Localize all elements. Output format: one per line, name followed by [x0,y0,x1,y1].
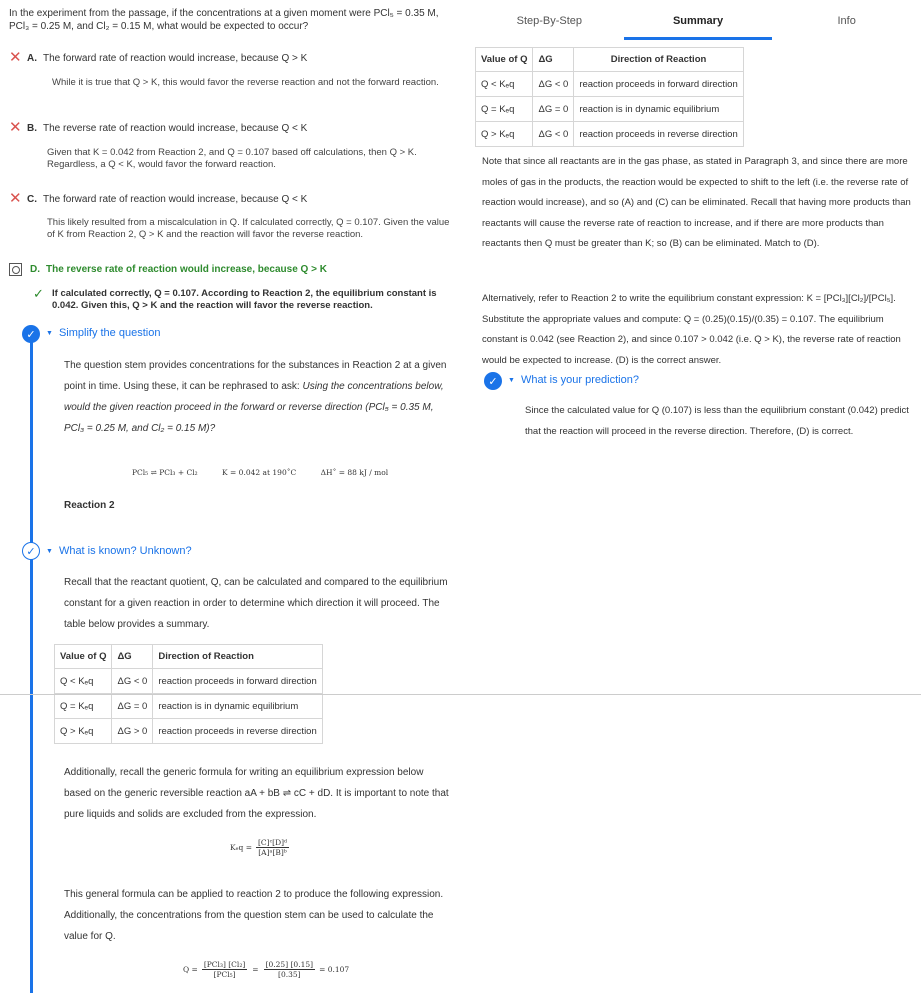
question-line-2: PCl₃ = 0.25 M, and Cl₂ = 0.15 M, what would be expected to occur? [9,21,309,32]
option-text: The reverse rate of reaction would increase, because Q < K [43,122,308,134]
tab-info[interactable]: Info [837,15,856,27]
step-check-icon: ✓ [22,542,40,560]
q-calculation: Q = $\frac{\text{[PCl₃] [Cl₂]}}{\text{[PCl₅]}}$ = $\frac{[0.25] [0.15]}{[0.35]}$ = 0.107 [183,960,350,979]
option-explanation: This likely resulted from a miscalculation in Q. If calculated correctly, Q = 0.107. Given the value of K from Reaction 2, Q > K and the reaction will favor the reverse reaction. [47,217,450,240]
keq-formula: Kₑq = $\frac{\text{[C]ᶜ[D]ᵈ}}{\text{[A]ᵃ[B]ᵇ}}$ [230,838,288,857]
correct-check-icon: ✓ [33,286,44,301]
known-unknown-toggle[interactable]: ▼ What is known? Unknown? [46,545,192,557]
answer-option-d[interactable]: D. The reverse rate of reaction would increase, because Q > K [9,263,327,276]
answer-option-b[interactable]: ✕ B. The reverse rate of reaction would increase, because Q < K [9,119,308,136]
prediction-toggle[interactable]: ▼ What is your prediction? [508,374,639,386]
known-paragraph-3: This general formula can be applied to reaction 2 to produce the following expression. Additionally, the concentrations from the question stem can be used to calculate the value for Q. [64,889,444,942]
table-row: Q = Kₑq ΔG = 0 reaction is in dynamic equilibrium [55,694,323,719]
caret-down-icon: ▼ [46,329,53,337]
selected-radio-icon [9,263,22,276]
tab-summary[interactable]: Summary [624,0,773,40]
step-complete-check-icon: ✓ [22,325,40,343]
tab-bar [475,0,921,40]
reaction-2-equation: PCl₅ ⇌ PCl₃ + Cl₂ K = 0.042 at 190˚C ΔH˚ = 88 kJ / mol [132,468,389,477]
known-paragraph-1: Recall that the reactant quotient, Q, can be calculated and compared to the equilibrium constant for a given reaction in order to determine which direction it will proceed. The table below provides a summary. [64,577,448,630]
option-text: The forward rate of reaction would increase, because Q > K [43,52,308,64]
reaction-2-label: Reaction 2 [64,500,115,511]
answer-option-a[interactable]: ✕ A. The forward rate of reaction would increase, because Q > K [9,49,308,66]
answer-option-c[interactable]: ✕ C. The forward rate of reaction would increase, because Q < K [9,190,308,207]
summary-paragraph-2: Alternatively, refer to Reaction 2 to write the equilibrium constant expression: K = [PCl₃][Cl₂]/[PCl₅]. Substitute the appropriate values and compute: Q = (0.25)(0.15)/(0.35) = 0.107. The equilibrium constant is 0.042 (see Reaction 2), and since 0.107 > 0.042 (i.e. Q > K), the reverse rate of reaction would be expected to increase. (D) is the correct answer. [482,293,901,366]
prediction-text: Since the calculated value for Q (0.107) is less than the equilibrium constant (0.042) predict that the reaction will proceed in the reverse direction. Therefore, (D) is correct. [525,405,909,437]
q-summary-table-left: Value of Q ΔG Direction of Reaction Q < Kₑq ΔG < 0 reaction proceeds in forward direction Q = Kₑq ΔG = 0 reaction is in dynamic equilibrium Q > Kₑq ΔG > 0 reaction proceeds in reverse direction [54,644,323,744]
table-row: Q < Kₑq ΔG < 0 reaction proceeds in forward direction [476,72,744,97]
q-summary-table-right: Value of Q ΔG Direction of Reaction Q < Kₑq ΔG < 0 reaction proceeds in forward direction Q = Kₑq ΔG = 0 reaction is in dynamic equilibrium Q > Kₑq ΔG < 0 reaction proceeds in reverse direction [475,47,744,147]
question-line-1: In the experiment from the passage, if the concentrations at a given moment were PCl₅ = 0.35 M, [9,8,439,19]
option-explanation: Given that K = 0.042 from Reaction 2, and Q = 0.107 based off calculations, then Q > K. Regardless, a Q < K, would favor the forward reaction. [47,147,417,170]
incorrect-x-icon: ✕ [9,49,22,66]
table-row: Q > Kₑq ΔG > 0 reaction proceeds in reverse direction [55,719,323,744]
table-row: Q = Kₑq ΔG = 0 reaction is in dynamic equilibrium [476,97,744,122]
question-stem [9,7,454,33]
caret-down-icon: ▼ [46,547,53,555]
simplify-question-toggle[interactable]: ▼ Simplify the question [46,327,161,339]
option-text: The reverse rate of reaction would increase, because Q > K [46,264,327,275]
prediction-check-icon: ✓ [484,372,502,390]
simplify-paragraph: The question stem provides concentrations for the substances in Reaction 2 at a given point in time. Using these, it can be rephrased to ask: Using the concentrations below, would the given reaction proceed in the forward or reverse direction (PCl₅ = 0.35 M, PCl₃ = 0.25 M, and Cl₂ = 0.15 M)? [64,360,447,434]
option-text: The forward rate of reaction would increase, because Q < K [43,193,308,205]
option-explanation: While it is true that Q > K, this would favor the reverse reaction and not the forward reaction. [52,77,439,88]
incorrect-x-icon: ✕ [9,119,22,136]
known-paragraph-2: Additionally, recall the generic formula for writing an equilibrium expression below based on the generic reversible reaction aA + bB ⇌ cC + dD. It is important to note that pure liquids and solids are excluded from the expression. [64,767,449,820]
tab-step-by-step[interactable]: Step-By-Step [516,15,583,27]
table-row: Q > Kₑq ΔG < 0 reaction proceeds in reverse direction [476,122,744,147]
table-row: Q < Kₑq ΔG < 0 reaction proceeds in forward direction [55,669,323,694]
step-progress-bar [30,342,33,993]
option-explanation: If calculated correctly, Q = 0.107. According to Reaction 2, the equilibrium constant is 0.042. Given this, Q > K and the reaction will favor the reverse reaction. [52,288,437,311]
section-divider [0,694,921,695]
incorrect-x-icon: ✕ [9,190,22,207]
caret-down-icon: ▼ [508,376,515,384]
summary-paragraph-1: Note that since all reactants are in the gas phase, as stated in Paragraph 3, and since there are more moles of gas in the products, the reaction would be expected to shift to the left (i.e. the reverse rate of reaction would increase), and so (A) and (C) can be eliminated. Recall that having more products than reactants will cause the reverse rate of reaction to increase, and if there are more products than reactants then Q must be greater than K; so (B) can be eliminated. Match to (D). [482,156,911,249]
